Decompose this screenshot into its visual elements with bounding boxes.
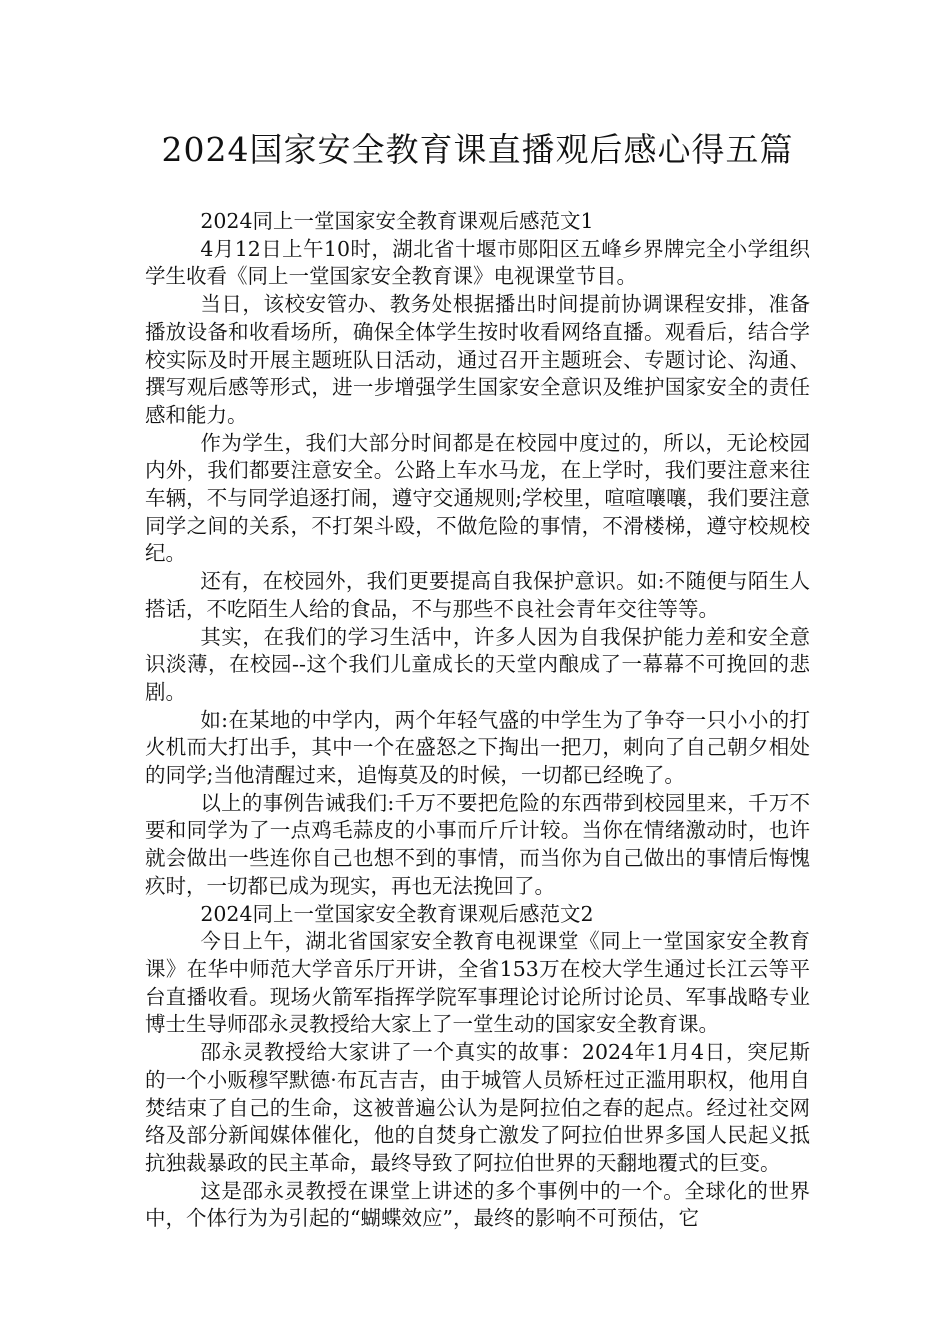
section-heading-2: 2024同上一堂国家安全教育课观后感范文2 [200,901,594,926]
paragraph: 以上的事例告诫我们:千万不要把危险的东西带到校园里来，千万不要和同学为了一点鸡毛蒜皮的小事而斤斤计较。当你在情绪激动时，也许就会做出一些连你自己也想不到的事情，而当你为自己做出的事情后悔愧疚时，一切都已成为现实，再也无法挽回了。 [145,790,810,898]
paragraph: 当日，该校安管办、教务处根据播出时间提前协调课程安排，准备播放设备和收看场所，确保全体学生按时收看网络直播。观看后，结合学校实际及时开展主题班队日活动，通过召开主题班会、专题讨论、沟通、撰写观后感等形式，进一步增强学生国家安全意识及维护国家安全的责任感和能力。 [145,292,810,427]
paragraph: 还有，在校园外，我们更要提高自我保护意识。如:不随便与陌生人搭话，不吃陌生人给的食品，不与那些不良社会青年交往等等。 [145,569,810,621]
document-title: 2024国家安全教育课直播观后感心得五篇 [161,130,794,169]
section-heading-1: 2024同上一堂国家安全教育课观后感范文1 [200,209,594,233]
paragraph: 邵永灵教授给大家讲了一个真实的故事：2024年1月4日，突尼斯的一个小贩穆罕默德·布瓦吉吉，由于城管人员矫枉过正滥用职权，他用自焚结束了自己的生命，这被普遍公认为是阿拉伯之春的起点。经过社交网络及部分新闻媒体催化，他的自焚身亡激发了阿拉伯世界多国人民起义抵抗独裁暴政的民主革命，最终导致了阿拉伯世界的天翻地覆式的巨变。 [145,1040,810,1175]
paragraph: 今日上午，湖北省国家安全教育电视课堂《同上一堂国家安全教育课》在华中师范大学音乐厅开讲，全省153万在校大学生通过长江云等平台直播收看。现场火箭军指挥学院军事理论讨论所讨论员、军事战略专业博士生导师邵永灵教授给大家上了一堂生动的国家安全教育课。 [145,929,810,1037]
paragraph: 如:在某地的中学内，两个年轻气盛的中学生为了争夺一只小小的打火机而大打出手，其中一个在盛怒之下掏出一把刀，刺向了自己朝夕相处的同学;当他清醒过来，追悔莫及的时候，一切都已经晚了。 [145,707,810,788]
paragraph: 这是邵永灵教授在课堂上讲述的多个事例中的一个。全球化的世界中，个体行为为引起的“蝴蝶效应”，最终的影响不可预估，它 [145,1178,810,1231]
paragraph: 作为学生，我们大部分时间都是在校园中度过的，所以，无论校园内外，我们都要注意安全。公路上车水马龙，在上学时，我们要注意来往车辆，不与同学追逐打闹，遵守交通规则;学校里，喧喧嚷嚷，我们要注意同学之间的关系，不打架斗殴，不做危险的事情，不滑楼梯，遵守校规校纪。 [145,430,810,566]
paragraph: 4月12日上午10时，湖北省十堰市郧阳区五峰乡界牌完全小学组织学生收看《同上一堂国家安全教育课》电视课堂节目。 [145,236,810,289]
document-body [145,208,810,1233]
paragraph: 其实，在我们的学习生活中，许多人因为自我保护能力差和安全意识淡薄，在校园--这个我们儿童成长的天堂内酿成了一幕幕不可挽回的悲剧。 [145,624,810,704]
